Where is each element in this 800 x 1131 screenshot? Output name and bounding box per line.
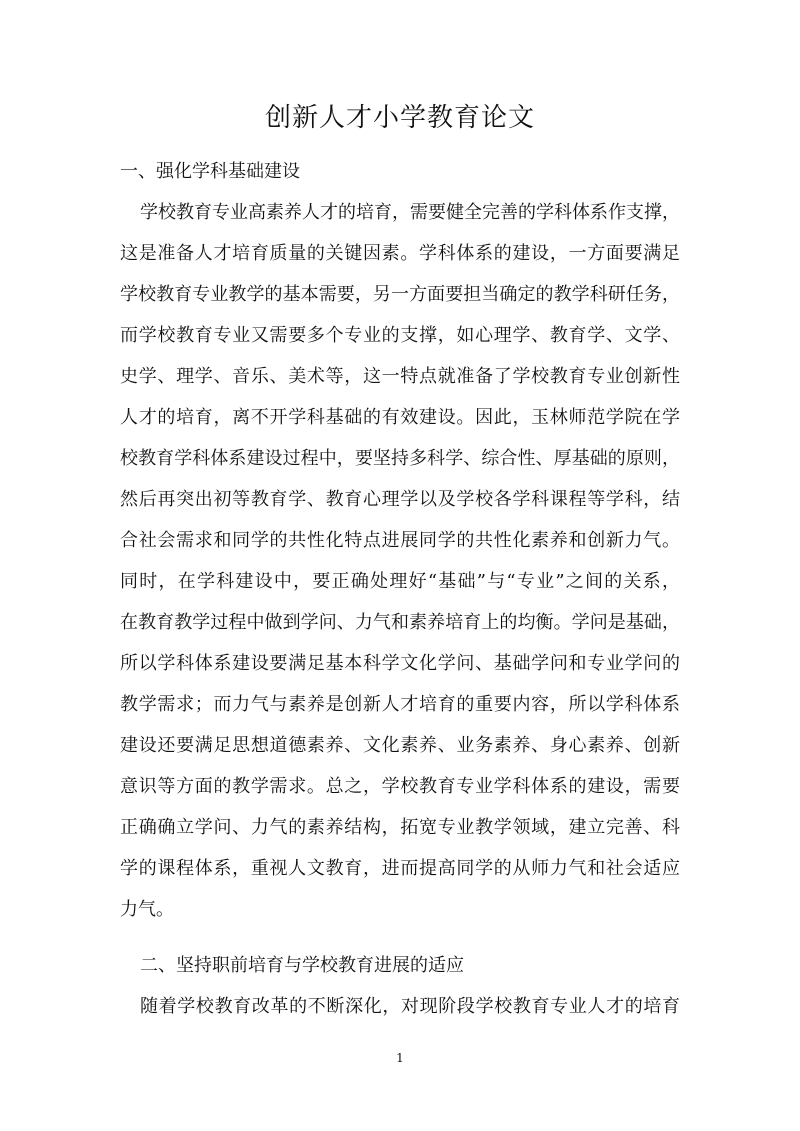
paragraph-line: 学校教育专业教学的基本需要，另一方面要担当确定的教学科研任务， [120, 284, 680, 305]
document-title: 创新人才小学教育论文 [264, 103, 535, 133]
paragraph-line: 同时，在学科建设中，要正确处理好“基础”与“专业”之间的关系， [120, 571, 680, 592]
paragraph-line: 力气。 [120, 899, 174, 920]
paragraph-line: 所以学科体系建设要满足基本科学文化学问、基础学问和专业学问的 [120, 653, 680, 674]
paragraph-line: 这是准备人才培育质量的关键因素。学科体系的建设，一方面要满足 [120, 243, 680, 264]
paragraph-line: 校教育学科体系建设过程中，要坚持多科学、综合性、厚基础的原则， [120, 448, 680, 469]
paragraph-line: 然后再突出初等教育学、教育心理学以及学校各学科课程等学科，结 [120, 489, 680, 510]
paragraph-line: 正确确立学问、力气的素养结构，拓宽专业教学领域，建立完善、科 [120, 817, 680, 838]
paragraph-line: 教学需求；而力气与素养是创新人才培育的重要内容，所以学科体系 [120, 694, 680, 715]
paragraph-line: 而学校教育专业又需要多个专业的支撑，如心理学、教育学、文学、 [120, 325, 680, 346]
paragraph-line: 人才的培育，离不开学科基础的有效建设。因此，玉林师范学院在学 [120, 407, 680, 428]
paragraph-line: 意识等方面的教学需求。总之，学校教育专业学科体系的建设，需要 [120, 776, 680, 797]
section-heading-2: 二、坚持职前培育与学校教育进展的适应 [140, 955, 464, 976]
section-heading-1: 一、强化学科基础建设 [120, 161, 300, 182]
paragraph-line: 在教育教学过程中做到学问、力气和素养培育上的均衡。学问是基础， [120, 612, 680, 633]
paragraph-line: 史学、理学、音乐、美术等，这一特点就准备了学校教育专业创新性 [120, 366, 680, 387]
paragraph-line: 学的课程体系，重视人文教育，进而提高同学的从师力气和社会适应 [120, 858, 680, 879]
page-number: 1 [396, 1051, 404, 1065]
paragraph-line: 合社会需求和同学的共性化特点进展同学的共性化素养和创新力气。 [120, 530, 680, 551]
paragraph-line: 建设还要满足思想道德素养、文化素养、业务素养、身心素养、创新 [120, 735, 680, 756]
paragraph-line: 学校教育专业高素养人才的培育，需要健全完善的学科体系作支撑， [140, 202, 680, 223]
paragraph-line: 随着学校教育改革的不断深化，对现阶段学校教育专业人才的培育 [140, 996, 680, 1017]
